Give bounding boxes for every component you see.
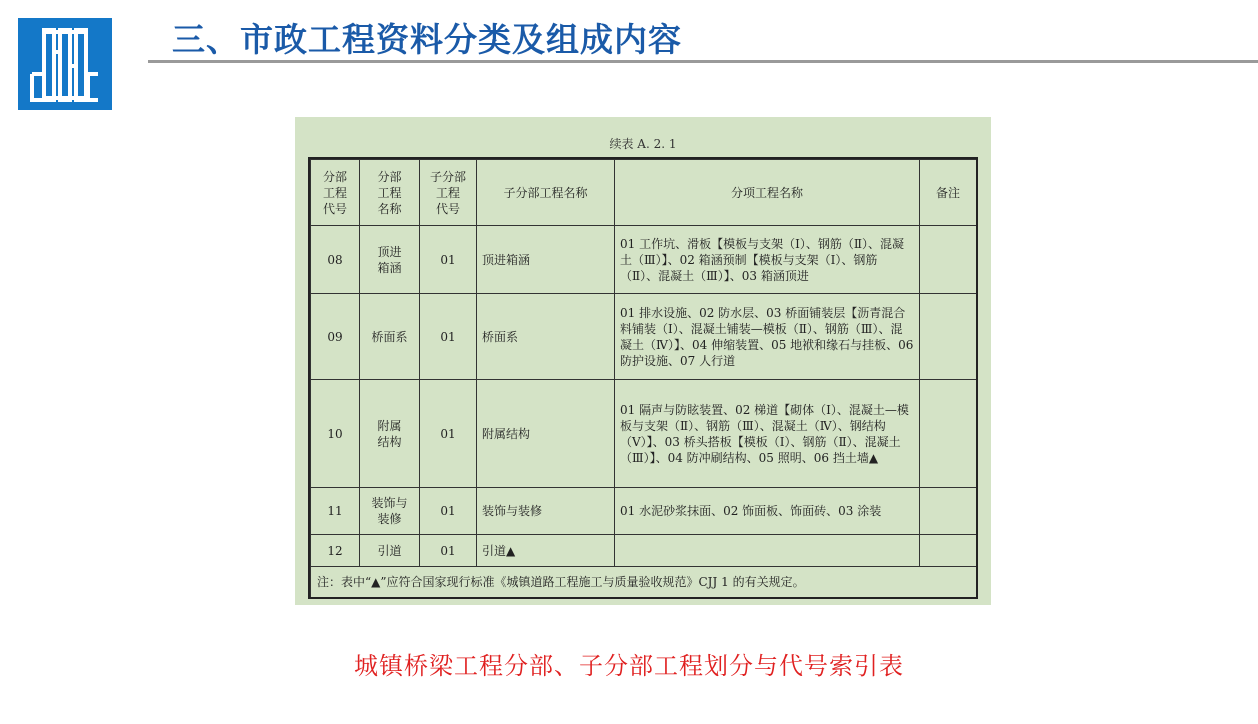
table-image-panel bbox=[295, 117, 991, 605]
table-row bbox=[311, 380, 977, 488]
division-name-text: 装饰与 装修 bbox=[371, 496, 408, 526]
subdivision-code: 01 bbox=[420, 226, 477, 294]
item-names: 01 排水设施、02 防水层、03 桥面铺装层【沥青混合料铺装（Ⅰ）、混凝土铺装—模板（Ⅱ）、钢筋（Ⅲ）、混凝土（Ⅳ）】、04 伸缩装置、05 地袱和缘石与挂板、06 防护设施、07 人行道 bbox=[615, 294, 920, 380]
division-name-text: 桥面系 bbox=[371, 329, 408, 344]
division-name bbox=[360, 380, 420, 488]
subdivision-code: 01 bbox=[420, 380, 477, 488]
item-names: 01 隔声与防眩装置、02 梯道【砌体（Ⅰ）、混凝土—模板与支架（Ⅱ）、钢筋（Ⅲ）、混凝土（Ⅳ）、钢结构（Ⅴ）】、03 桥头搭板【模板（Ⅰ）、钢筋（Ⅱ）、混凝土（Ⅲ）】、04 防冲刷结构、05 照明、06 挡土墙▲ bbox=[615, 380, 920, 488]
remark bbox=[920, 488, 977, 535]
division-name-text: 引道 bbox=[377, 543, 402, 558]
remark bbox=[920, 535, 977, 567]
figure-caption: 城镇桥梁工程分部、子分部工程划分与代号索引表 bbox=[354, 652, 904, 680]
header-division-code bbox=[311, 160, 360, 226]
subdivision-code: 01 bbox=[420, 294, 477, 380]
cscec-logo-icon bbox=[18, 18, 112, 110]
table-row bbox=[311, 226, 977, 294]
division-name bbox=[360, 294, 420, 380]
division-code: 10 bbox=[311, 380, 360, 488]
header-subdivision-code bbox=[420, 160, 477, 226]
subdivision-name: 顶进箱涵 bbox=[477, 226, 615, 294]
remark bbox=[920, 380, 977, 488]
table-row bbox=[311, 488, 977, 535]
page-title: 三、市政工程资料分类及组成内容 bbox=[172, 20, 682, 59]
division-name bbox=[360, 226, 420, 294]
division-name bbox=[360, 488, 420, 535]
division-code: 12 bbox=[311, 535, 360, 567]
item-names bbox=[615, 535, 920, 567]
title-divider bbox=[148, 60, 1258, 63]
division-code: 09 bbox=[311, 294, 360, 380]
subdivision-name: 装饰与装修 bbox=[477, 488, 615, 535]
header-subdivision-name: 子分部工程名称 bbox=[477, 160, 615, 226]
header-division-name-text: 分部 工程 名称 bbox=[377, 169, 402, 216]
subdivision-name: 桥面系 bbox=[477, 294, 615, 380]
table-frame bbox=[308, 157, 978, 599]
header-subdivision-code-text: 子分部 工程 代号 bbox=[429, 169, 466, 216]
division-name-text: 顶进 箱涵 bbox=[377, 244, 402, 275]
division-name bbox=[360, 535, 420, 567]
header-remark: 备注 bbox=[920, 160, 977, 226]
remark bbox=[920, 226, 977, 294]
subdivision-name: 附属结构 bbox=[477, 380, 615, 488]
remark bbox=[920, 294, 977, 380]
division-code: 08 bbox=[311, 226, 360, 294]
subdivision-name: 引道▲ bbox=[477, 535, 615, 567]
division-code: 11 bbox=[311, 488, 360, 535]
header-item-name: 分项工程名称 bbox=[615, 160, 920, 226]
division-index-table bbox=[310, 159, 977, 598]
table-row bbox=[311, 294, 977, 380]
item-names: 01 工作坑、滑板【模板与支架（Ⅰ）、钢筋（Ⅱ）、混凝土（Ⅲ）】、02 箱涵预制【模板与支架（Ⅰ）、钢筋（Ⅱ）、混凝土（Ⅲ）】、03 箱涵顶进 bbox=[615, 226, 920, 294]
table-row bbox=[311, 535, 977, 567]
table-header-row bbox=[311, 160, 977, 226]
cscec-logo bbox=[18, 18, 112, 110]
division-name-text: 附属 结构 bbox=[377, 418, 402, 449]
item-names: 01 水泥砂浆抹面、02 饰面板、饰面砖、03 涂装 bbox=[615, 488, 920, 535]
header-division-code-text: 分部 工程 代号 bbox=[322, 169, 347, 216]
subdivision-code: 01 bbox=[420, 488, 477, 535]
table-caption: 续表 A. 2. 1 bbox=[609, 137, 677, 151]
table-note: 注：表中“▲”应符合国家现行标准《城镇道路工程施工与质量验收规范》CJJ 1 的有关规定。 bbox=[311, 567, 977, 598]
header-division-name bbox=[360, 160, 420, 226]
subdivision-code: 01 bbox=[420, 535, 477, 567]
table-note-row bbox=[311, 567, 977, 598]
